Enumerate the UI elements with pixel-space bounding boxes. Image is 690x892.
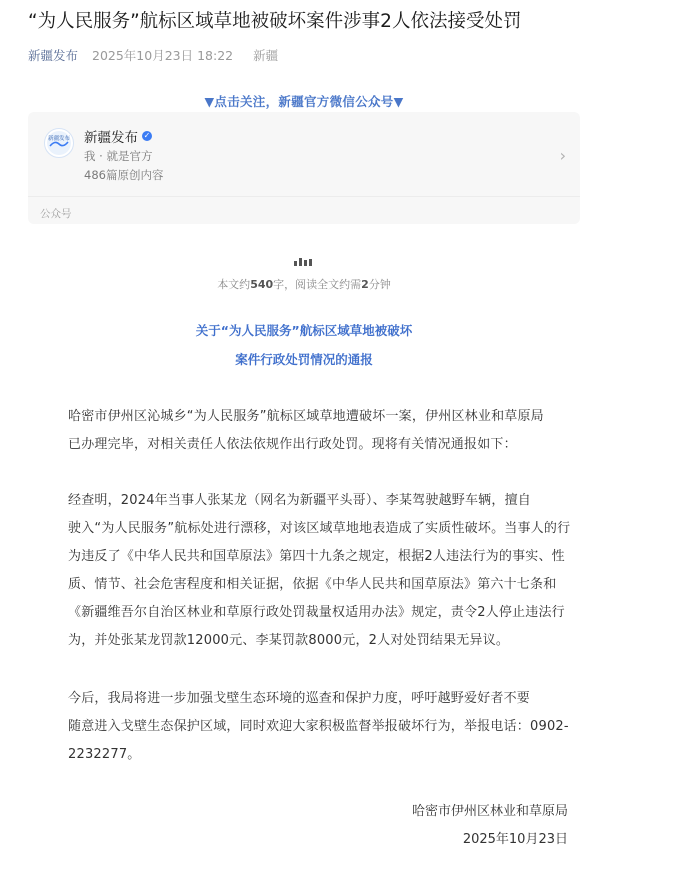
account-name: 新疆发布: [84, 130, 138, 146]
paragraph-line: 经查明，2024年当事人张某龙（网名为新疆平头哥）、李某驾驶越野车辆，擅自: [68, 493, 531, 508]
paragraph-line: 《新疆维吾尔自治区林业和草原行政处罚裁量权适用办法》规定，责令2人停止违法行: [68, 605, 565, 620]
issuer-name: 哈密市伊州区林业和草原局: [411, 804, 568, 819]
article-title: “为人民服务”航标区域草地被破坏案件涉事2人依法接受处罚: [28, 11, 522, 32]
account-slogan: 我 · 就是官方: [84, 149, 153, 163]
paragraph-future: [68, 685, 568, 769]
paragraph-findings: [68, 487, 571, 655]
chevron-right-icon[interactable]: ›: [559, 146, 566, 165]
read-info-chars: 540: [250, 278, 274, 291]
paragraph-line: 为，并处张某龙罚款12000元、李某罚款8000元，2人对处罚结果无异议。: [68, 633, 510, 648]
article-meta: [28, 46, 278, 64]
paragraph-intro: [68, 403, 568, 459]
reading-bars-icon: [294, 258, 312, 266]
paragraph-line: 随意进入戈壁生态保护区域，同时欢迎大家积极监督举报破坏行为，举报电话：0902-: [68, 719, 569, 734]
account-logo-icon: [44, 128, 74, 158]
publish-date: 2025年10月23日 18:22: [92, 48, 234, 63]
account-link[interactable]: 新疆发布: [28, 48, 79, 63]
account-type-label: 公众号: [40, 208, 72, 220]
account-name-row: [84, 126, 152, 146]
paragraph-line: 已办理完毕，对相关责任人依法依规作出行政处罚。现将有关情况通报如下：: [68, 437, 517, 452]
paragraph-line: 质、情节、社会危害程度和相关证据，依据《中华人民共和国草原法》第六十七条和: [68, 577, 557, 592]
verified-badge-icon: ✓: [143, 131, 151, 140]
publish-location: 新疆: [253, 48, 279, 63]
account-card[interactable]: [28, 112, 580, 224]
paragraph-line: 为违反了《中华人民共和国草原法》第四十九条之规定，根据2人违法行为的事实、性: [68, 549, 565, 564]
paragraph-line: 驶入“为人民服务”航标处进行漂移，对该区域草地地表造成了实质性破坏。当事人的行: [68, 521, 571, 536]
read-info-minutes: 2: [361, 278, 369, 291]
read-info-prefix: 本文约: [217, 278, 251, 291]
read-info-middle: 字，阅读全文约需: [273, 278, 362, 291]
issue-date: 2025年10月23日: [462, 832, 568, 847]
read-info-suffix: 分钟: [368, 278, 391, 291]
follow-banner[interactable]: ▼点击关注，新疆官方微信公众号▼: [204, 94, 404, 109]
notice-title-line1: 关于“为人民服务”航标区域草地被破坏: [195, 323, 413, 338]
card-divider: [28, 196, 580, 197]
paragraph-line: 哈密市伊州区沁城乡“为人民服务”航标区域草地遭破坏一案，伊州区林业和草原局: [68, 409, 544, 424]
paragraph-line: 今后，我局将进一步加强戈壁生态环境的巡查和保护力度，呼吁越野爱好者不要: [68, 691, 531, 706]
logo-text: 新疆发布: [47, 136, 71, 142]
notice-title-line2: 案件行政处罚情况的通报: [235, 352, 373, 367]
read-time-info: [28, 276, 580, 292]
account-article-count: 486篇原创内容: [84, 168, 164, 182]
paragraph-line: 2232277。: [68, 747, 141, 762]
